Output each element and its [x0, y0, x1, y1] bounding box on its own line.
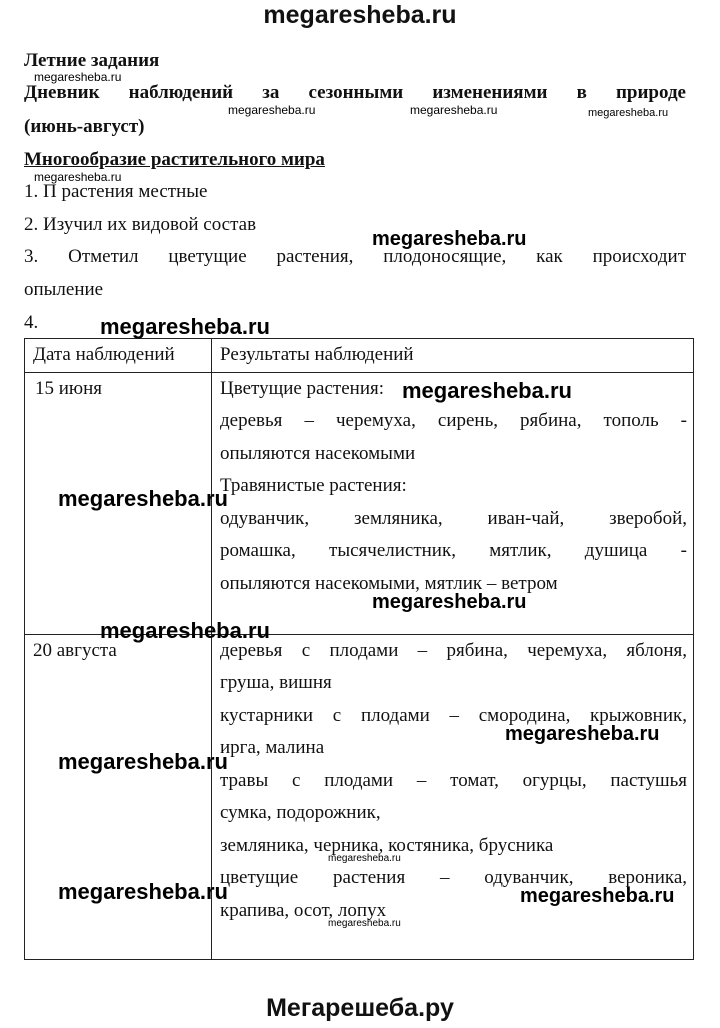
watermark: megaresheba.ru: [58, 879, 228, 904]
table-row: [25, 634, 694, 960]
diary-title-line1: Дневник наблюдений за сезонными изменениями в природе: [24, 82, 686, 103]
watermark: megaresheba.ru: [588, 107, 669, 119]
watermark: megaresheba.ru: [410, 103, 498, 117]
list-item-3: 3. Отметил цветущие растения, плодоносящие, как происходит: [24, 246, 686, 267]
watermark: megaresheba.ru: [372, 228, 527, 250]
row-results: Цветущие растения: деревья – черемуха, сирень, рябина, тополь - опыляются насекомыми Травянистые растения: одуванчик, земляника, иван-чай, зверобой, ромашка, тысячелистник, мятлик, душица - опыляются насекомыми, мятлик – ветром: [212, 372, 694, 634]
list-item-3-continued: опыление: [24, 279, 104, 300]
diary-title-line2: (июнь-август): [24, 116, 145, 137]
watermark: megaresheba.ru: [228, 103, 316, 117]
page-heading: Летние задания: [24, 50, 160, 71]
watermark: megaresheba.ru: [328, 853, 401, 864]
watermark: megaresheba.ru: [520, 885, 675, 907]
watermark: megaresheba.ru: [402, 378, 572, 403]
watermark: megaresheba.ru: [100, 314, 270, 339]
table-header-row: [25, 339, 694, 373]
row-date: 15 июня: [25, 372, 212, 634]
watermark: megaresheba.ru: [372, 591, 527, 613]
row-results: деревья с плодами – рябина, черемуха, яблоня, груша, вишня кустарники с плодами – смородина, крыжовник, ирга, малина травы с плодами – томат, огурцы, пастушья сумка, подорожник, земляника, черника, костяника, брусника цветущие растения – одуванчик, вероника, крапива, осот, лопух: [212, 634, 694, 960]
header-date: Дата наблюдений: [25, 339, 212, 373]
section-title: Многообразие растительного мира: [24, 149, 325, 170]
watermark: megaresheba.ru: [34, 170, 122, 184]
watermark: megaresheba.ru: [58, 749, 228, 774]
header-results: Результаты наблюдений: [212, 339, 694, 373]
observation-table: [24, 338, 694, 960]
list-item-1: 1. П растения местные: [24, 181, 208, 202]
watermark: megaresheba.ru: [58, 486, 228, 511]
watermark: megaresheba.ru: [328, 918, 401, 929]
watermark: megaresheba.ru: [100, 618, 270, 643]
list-item-4: 4.: [24, 312, 39, 333]
list-item-2: 2. Изучил их видовой состав: [24, 214, 257, 235]
site-header[interactable]: megaresheba.ru: [263, 1, 457, 29]
watermark: megaresheba.ru: [505, 723, 660, 745]
site-footer[interactable]: Мегарешеба.ру: [266, 994, 454, 1022]
watermark: megaresheba.ru: [34, 70, 122, 84]
row-date: 20 августа: [25, 634, 212, 960]
